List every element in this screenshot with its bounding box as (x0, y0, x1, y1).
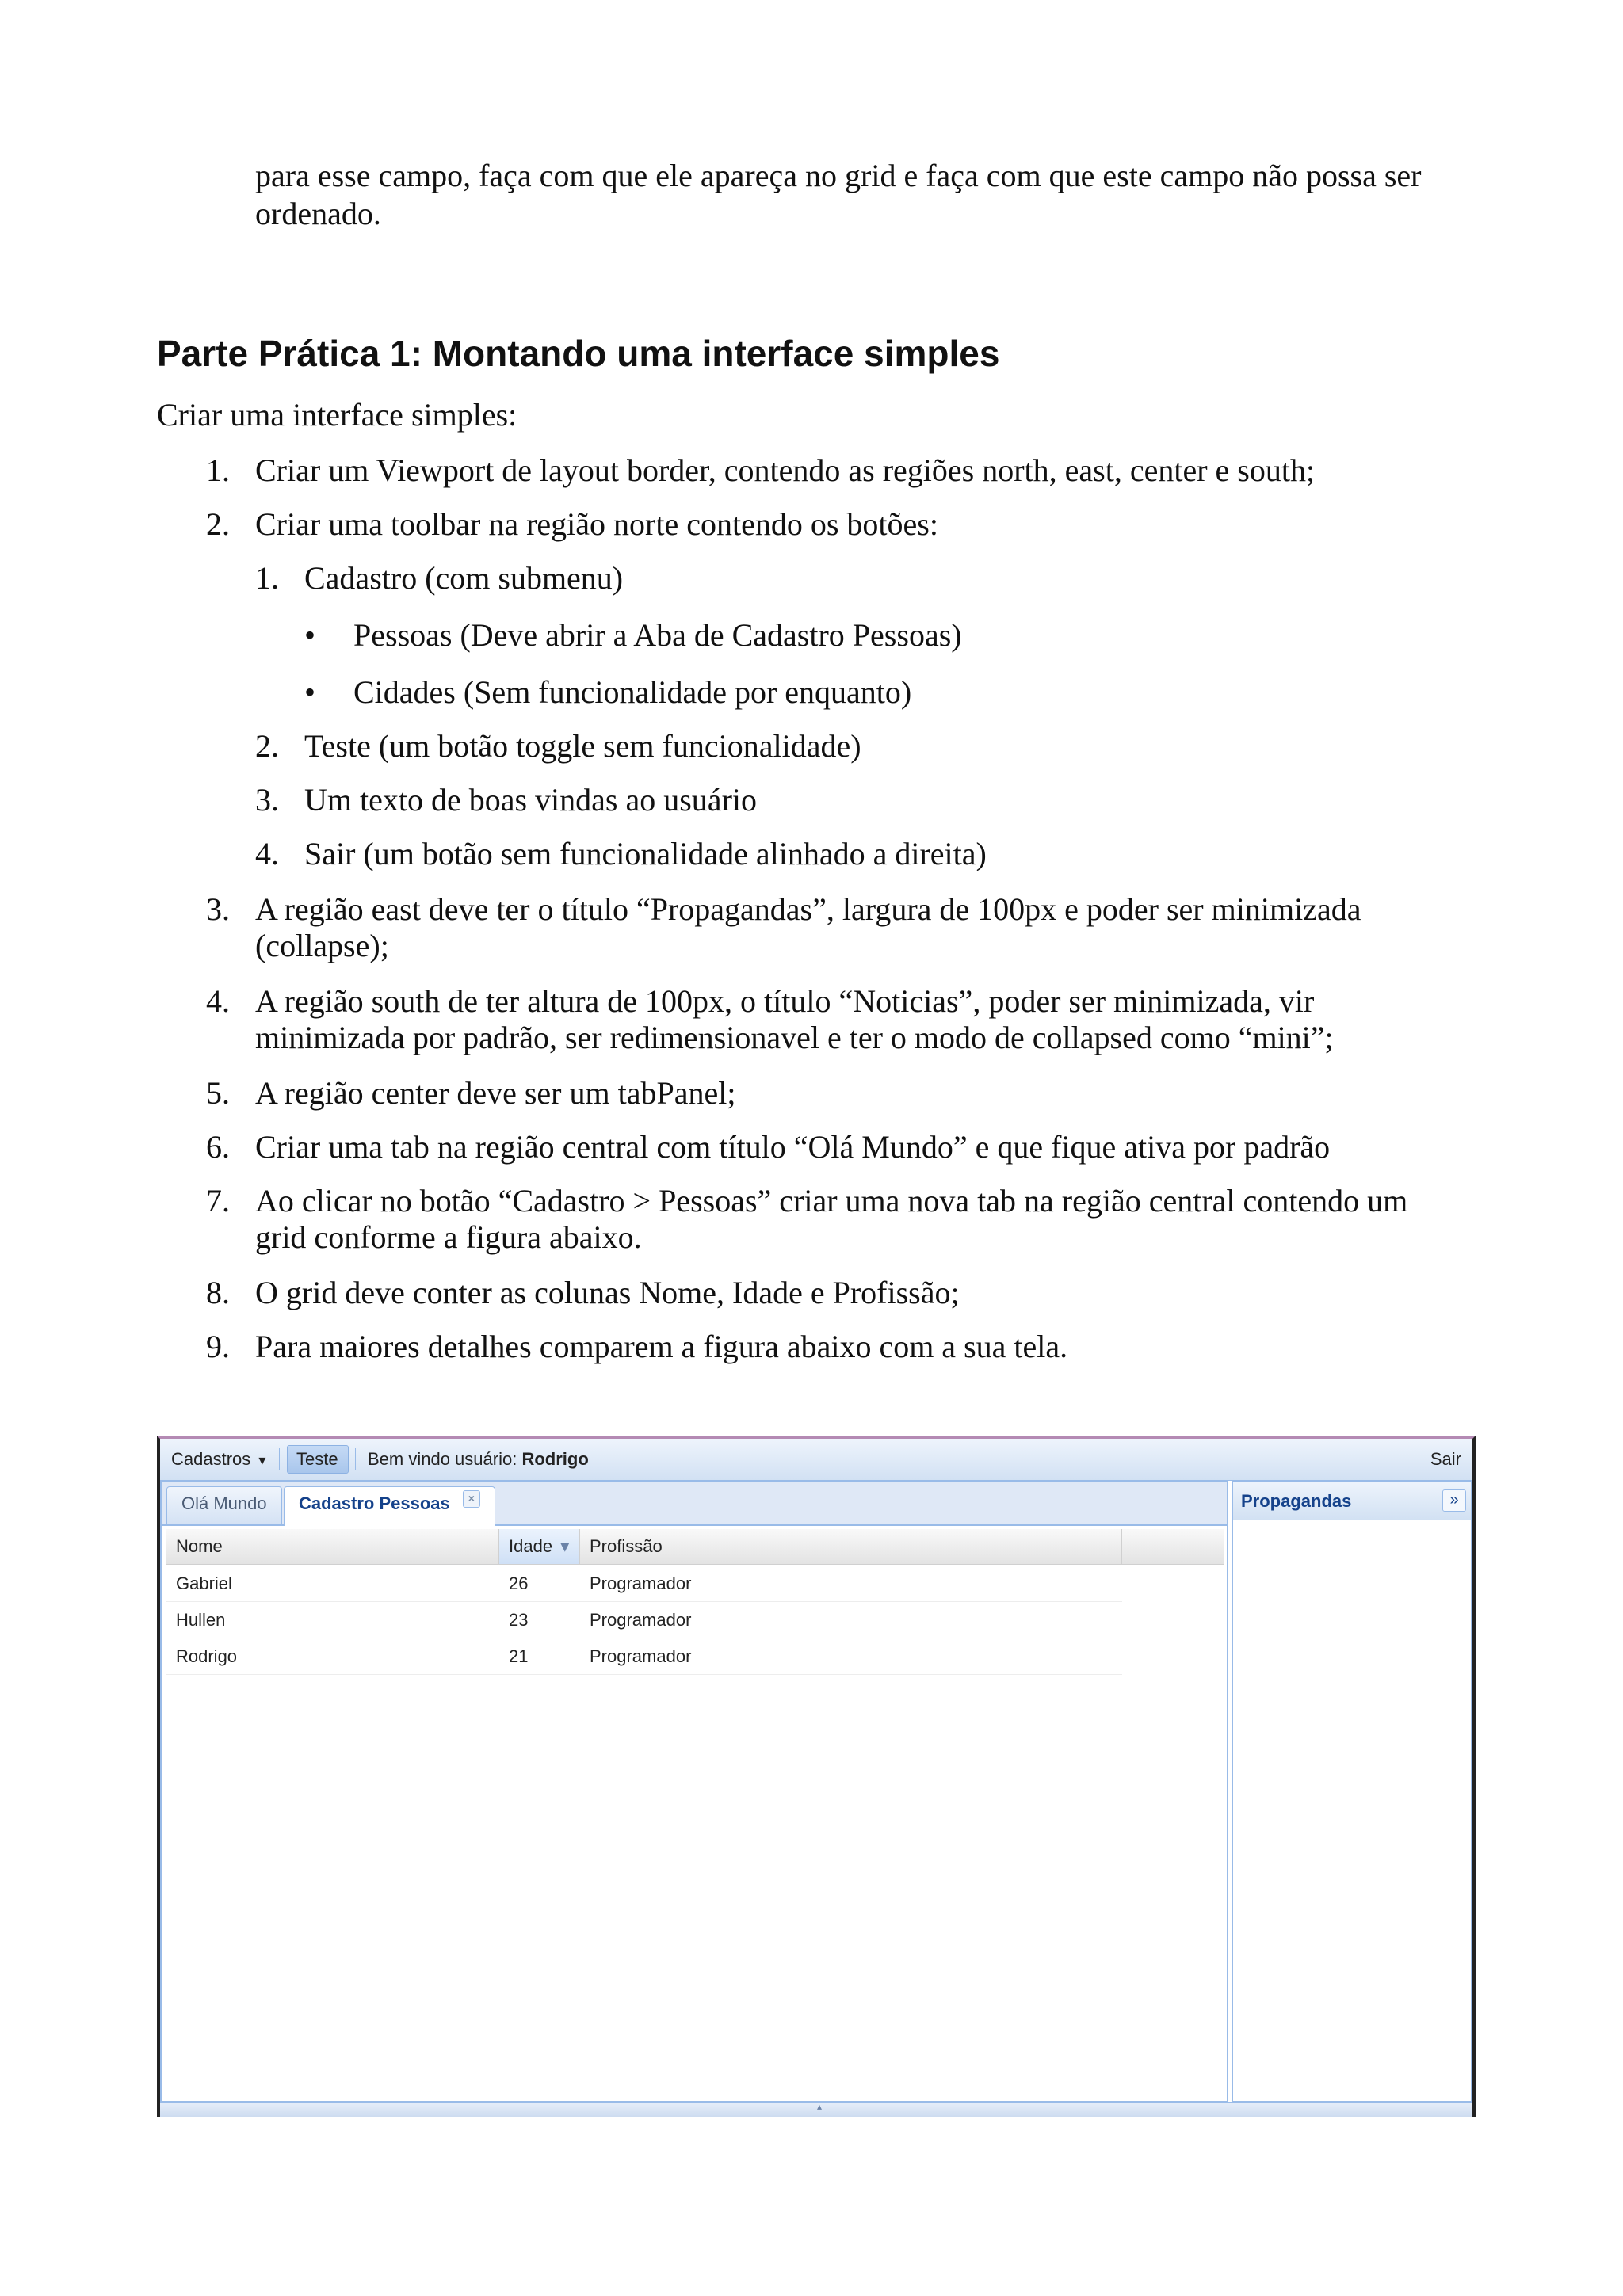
cell-profissao: Programador (590, 1646, 692, 1666)
step-number: 2. (206, 506, 230, 542)
east-region-panel (1232, 1480, 1472, 2103)
list-item-step-9 (0, 1328, 1623, 1366)
substep-text: Sair (um botão sem funcionalidade alinhado a direita) (304, 836, 987, 871)
teste-toggle-label: Teste (296, 1449, 338, 1469)
welcome-text (368, 1448, 589, 1470)
tab-label: Olá Mundo (181, 1493, 267, 1513)
list-item-step-6 (0, 1128, 1623, 1166)
table-row[interactable] (166, 1602, 1122, 1638)
column-header-profissao[interactable]: Profissão (580, 1529, 1122, 1564)
step-text: O grid deve conter as colunas Nome, Idade e Profissão; (255, 1275, 960, 1310)
step-number: 7. (206, 1183, 230, 1219)
center-tab-panel (160, 1480, 1228, 2103)
step-text: Criar uma tab na região central com título “Olá Mundo” e que fique ativa por padrão (255, 1129, 1331, 1165)
substep-text: Teste (um botão toggle sem funcionalidade) (304, 728, 861, 764)
step-number: 5. (206, 1075, 230, 1111)
cell-nome: Rodrigo (176, 1646, 238, 1666)
step-text: Para maiores detalhes comparem a figura abaixo com a sua tela. (255, 1329, 1068, 1364)
step-number: 4. (206, 983, 230, 1019)
tab-strip (162, 1482, 1227, 1526)
step-text-continued: grid conforme a figura abaixo. (255, 1219, 642, 1255)
step-text: A região east deve ter o título “Propagandas”, largura de 100px e poder ser minimizada (255, 891, 1361, 927)
cadastros-menu-button[interactable] (171, 1448, 265, 1470)
step-text-continued: minimizada por padrão, ser redimensionavel e ter o modo de collapsed como “mini”; (255, 1020, 1334, 1055)
tab-label: Cadastro Pessoas (299, 1493, 450, 1513)
step-number: 1. (206, 452, 230, 488)
list-item-bullet-1 (0, 616, 1623, 654)
list-item-substep-1 (0, 559, 1623, 597)
cell-idade: 23 (509, 1610, 529, 1630)
collapse-right-icon[interactable]: » (1442, 1489, 1466, 1512)
substep-number: 3. (255, 782, 279, 818)
north-toolbar (160, 1439, 1472, 1481)
list-item-bullet-2 (0, 673, 1623, 711)
cell-profissao: Programador (590, 1573, 692, 1593)
cell-profissao: Programador (590, 1610, 692, 1630)
step-number: 8. (206, 1275, 230, 1310)
bullet-text: Pessoas (Deve abrir a Aba de Cadastro Pessoas) (353, 617, 962, 653)
table-row[interactable] (166, 1566, 1122, 1602)
sair-button[interactable]: Sair (1430, 1449, 1461, 1469)
cell-nome: Hullen (176, 1610, 226, 1630)
cell-idade: 21 (509, 1646, 529, 1666)
bullet-text: Cidades (Sem funcionalidade por enquanto) (353, 674, 912, 710)
expand-up-icon[interactable]: ▴ (816, 2101, 823, 2112)
list-item-substep-2 (0, 727, 1623, 765)
substep-text: Cadastro (com submenu) (304, 560, 624, 596)
cell-nome: Gabriel (176, 1573, 232, 1593)
substep-number: 1. (255, 560, 279, 596)
close-icon[interactable]: × (463, 1490, 480, 1508)
list-item-substep-4 (0, 835, 1623, 873)
chevron-down-icon: ▾ (258, 1452, 266, 1468)
intro-line-2: ordenado. (255, 196, 381, 231)
east-panel-title: Propagandas (1241, 1491, 1352, 1511)
bullet-icon: • (304, 617, 316, 653)
lead-text: Criar uma interface simples: (157, 397, 517, 433)
column-header-nome[interactable]: Nome (166, 1529, 499, 1564)
east-panel-header (1233, 1482, 1471, 1520)
substep-number: 2. (255, 728, 279, 764)
list-item-step-5 (0, 1074, 1623, 1112)
cell-idade: 26 (509, 1573, 529, 1593)
welcome-username: Rodrigo (521, 1449, 589, 1469)
app-screenshot-figure (157, 1436, 1476, 2117)
substep-number: 4. (255, 836, 279, 871)
column-header-label: Idade (509, 1536, 553, 1556)
cadastros-menu-label: Cadastros (171, 1449, 251, 1469)
list-item-step-4 (0, 982, 1623, 1058)
step-text-continued: (collapse); (255, 928, 389, 963)
list-item-substep-3 (0, 781, 1623, 819)
toolbar-separator (279, 1448, 280, 1470)
column-header-idade[interactable] (499, 1529, 580, 1564)
step-text: A região center deve ser um tabPanel; (255, 1075, 736, 1111)
welcome-prefix: Bem vindo usuário: (368, 1449, 517, 1469)
step-number: 6. (206, 1129, 230, 1165)
bullet-icon: • (304, 674, 316, 710)
tab-cadastro-pessoas[interactable] (284, 1486, 495, 1526)
toolbar-separator (355, 1448, 356, 1470)
step-text: A região south de ter altura de 100px, o título “Noticias”, poder ser minimizada, vir (255, 983, 1315, 1019)
list-item-step-7 (0, 1182, 1623, 1258)
sort-arrow-icon: ▾ (560, 1536, 570, 1556)
intro-line-1: para esse campo, faça com que ele apareça no grid e faça com que este campo não possa ser (255, 158, 1422, 193)
tab-ola-mundo[interactable] (166, 1486, 282, 1524)
table-row[interactable] (166, 1638, 1122, 1675)
grid-header (166, 1529, 1224, 1565)
substep-text: Um texto de boas vindas ao usuário (304, 782, 757, 818)
list-item-step-1 (0, 452, 1623, 490)
list-item-step-8 (0, 1274, 1623, 1312)
step-number: 9. (206, 1329, 230, 1364)
step-text: Criar um Viewport de layout border, contendo as regiões north, east, center e south; (255, 452, 1316, 488)
step-number: 3. (206, 891, 230, 927)
list-item-step-2 (0, 505, 1623, 543)
step-text: Ao clicar no botão “Cadastro > Pessoas” criar uma nova tab na região central contendo um (255, 1183, 1408, 1219)
south-region-collapsed-bar[interactable] (160, 2102, 1472, 2117)
list-item-step-3 (0, 891, 1623, 967)
step-text: Criar uma toolbar na região norte contendo os botões: (255, 506, 938, 542)
section-heading: Parte Prática 1: Montando uma interface simples (157, 333, 1000, 374)
